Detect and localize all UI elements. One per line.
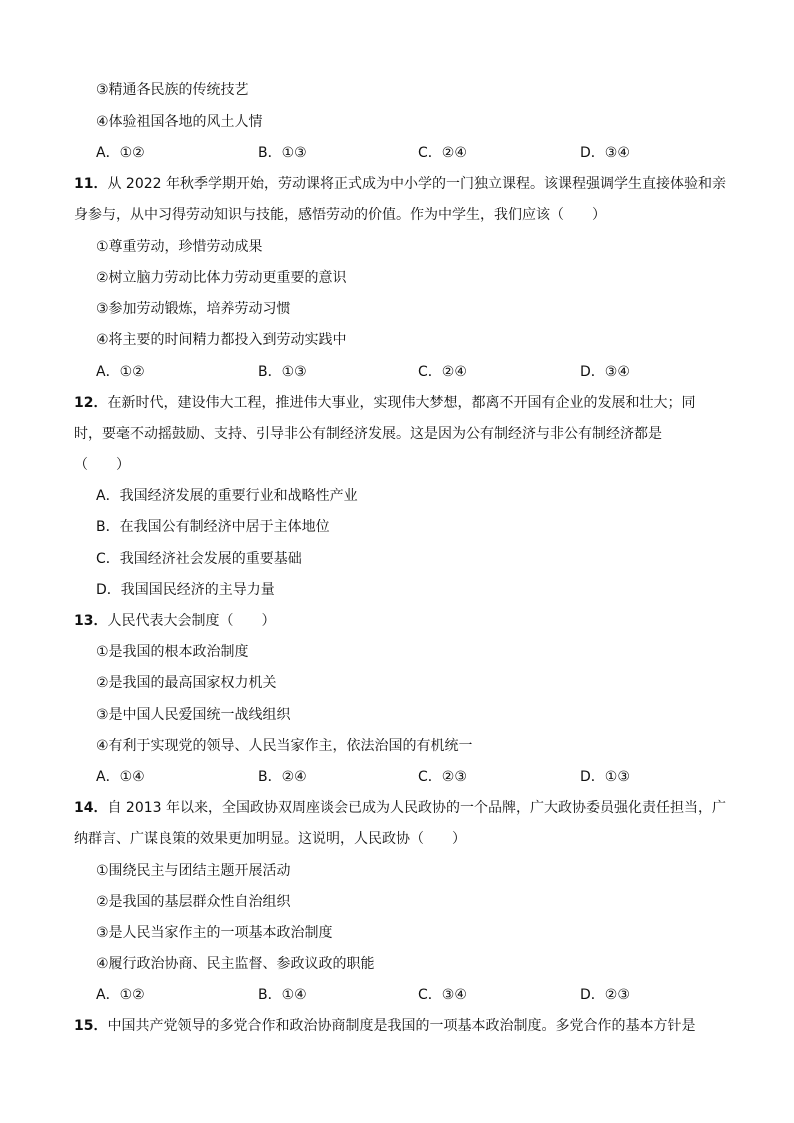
q13-number: 13． xyxy=(74,613,108,629)
q13-choice-d: D．①③ xyxy=(580,769,630,785)
q10-item-3: ③精通各民族的传统技艺 xyxy=(96,82,249,98)
q12-stem-line1 xyxy=(74,393,695,413)
q13-choice-c: C．②③ xyxy=(418,769,467,785)
q11-number: 11． xyxy=(74,176,108,192)
q14-choice-d: D．②③ xyxy=(580,987,630,1003)
q11-item-4: ④将主要的时间精力都投入到劳动实践中 xyxy=(96,332,347,348)
q15-stem-text1: 中国共产党领导的多党合作和政治协商制度是我国的一项基本政治制度。多党合作的基本方针是 xyxy=(107,1018,696,1034)
q11-item-2: ②树立脑力劳动比体力劳动更重要的意识 xyxy=(96,270,347,286)
q11-choice-d: D．③④ xyxy=(580,364,630,380)
q13-choice-b: B．②④ xyxy=(258,769,307,785)
q14-item-3: ③是人民当家作主的一项基本政治制度 xyxy=(96,925,333,941)
q14-choice-c: C．③④ xyxy=(418,987,467,1003)
q14-stem-text1: 自 2013 年以来，全国政协双周座谈会已成为人民政协的一个品牌，广大政协委员强化责任担当，广 xyxy=(107,800,727,816)
q11-choice-b: B．①③ xyxy=(258,364,307,380)
q11-item-3: ③参加劳动锻炼，培养劳动习惯 xyxy=(96,301,291,317)
q12-option-d: D．我国国民经济的主导力量 xyxy=(96,582,275,598)
q13-stem-text1: 人民代表大会制度（ ） xyxy=(107,613,276,629)
q14-item-1: ①围绕民主与团结主题开展活动 xyxy=(96,863,291,879)
q11-item-1: ①尊重劳动，珍惜劳动成果 xyxy=(96,239,263,255)
q10-choice-d: D．③④ xyxy=(580,145,630,161)
q11-stem-text1: 从 2022 年秋季学期开始，劳动课将正式成为中小学的一门独立课程。该课程强调学生直接体验和亲 xyxy=(107,176,727,192)
q12-stem-text1: 在新时代，建设伟大工程，推进伟大事业，实现伟大梦想，都离不开国有企业的发展和壮大；同 xyxy=(107,395,696,411)
q11-stem-line2: 身参与，从中习得劳动知识与技能，感悟劳动的价值。作为中学生，我们应该（ ） xyxy=(74,207,606,223)
q11-choice-c: C．②④ xyxy=(418,364,467,380)
q13-stem-line1 xyxy=(74,611,275,631)
q10-choice-a: A．①② xyxy=(96,145,145,161)
q15-number: 15． xyxy=(74,1018,108,1034)
q11-choice-a: A．①② xyxy=(96,364,145,380)
q14-item-4: ④履行政治协商、民主监督、参政议政的职能 xyxy=(96,956,375,972)
q14-choice-b: B．①④ xyxy=(258,987,307,1003)
q13-item-4: ④有利于实现党的领导、人民当家作主，依法治国的有机统一 xyxy=(96,738,473,754)
q12-stem-line3: （ ） xyxy=(74,457,130,473)
q13-item-1: ①是我国的根本政治制度 xyxy=(96,644,249,660)
q12-option-b: B．在我国公有制经济中居于主体地位 xyxy=(96,519,330,535)
q12-option-c: C．我国经济社会发展的重要基础 xyxy=(96,551,302,567)
q10-item-4: ④体验祖国各地的风土人情 xyxy=(96,114,263,130)
q15-stem-line1 xyxy=(74,1016,695,1036)
q14-item-2: ②是我国的基层群众性自治组织 xyxy=(96,894,291,910)
q14-stem-line1 xyxy=(74,798,726,818)
q12-stem-line2: 时，要毫不动摇鼓励、支持、引导非公有制经济发展。这是因为公有制经济与非公有制经济都是 xyxy=(74,426,662,442)
q14-choice-a: A．①② xyxy=(96,987,145,1003)
q14-stem-line2: 纳群言、广谋良策的效果更加明显。这说明，人民政协（ ） xyxy=(74,831,466,847)
q10-choice-c: C．②④ xyxy=(418,145,467,161)
q12-number: 12． xyxy=(74,395,108,411)
q10-choice-b: B．①③ xyxy=(258,145,307,161)
q14-number: 14． xyxy=(74,800,108,816)
q12-option-a: A．我国经济发展的重要行业和战略性产业 xyxy=(96,488,358,504)
q13-choice-a: A．①④ xyxy=(96,769,145,785)
q13-item-3: ③是中国人民爱国统一战线组织 xyxy=(96,707,291,723)
q11-stem-line1 xyxy=(74,174,726,194)
q13-item-2: ②是我国的最高国家权力机关 xyxy=(96,675,277,691)
